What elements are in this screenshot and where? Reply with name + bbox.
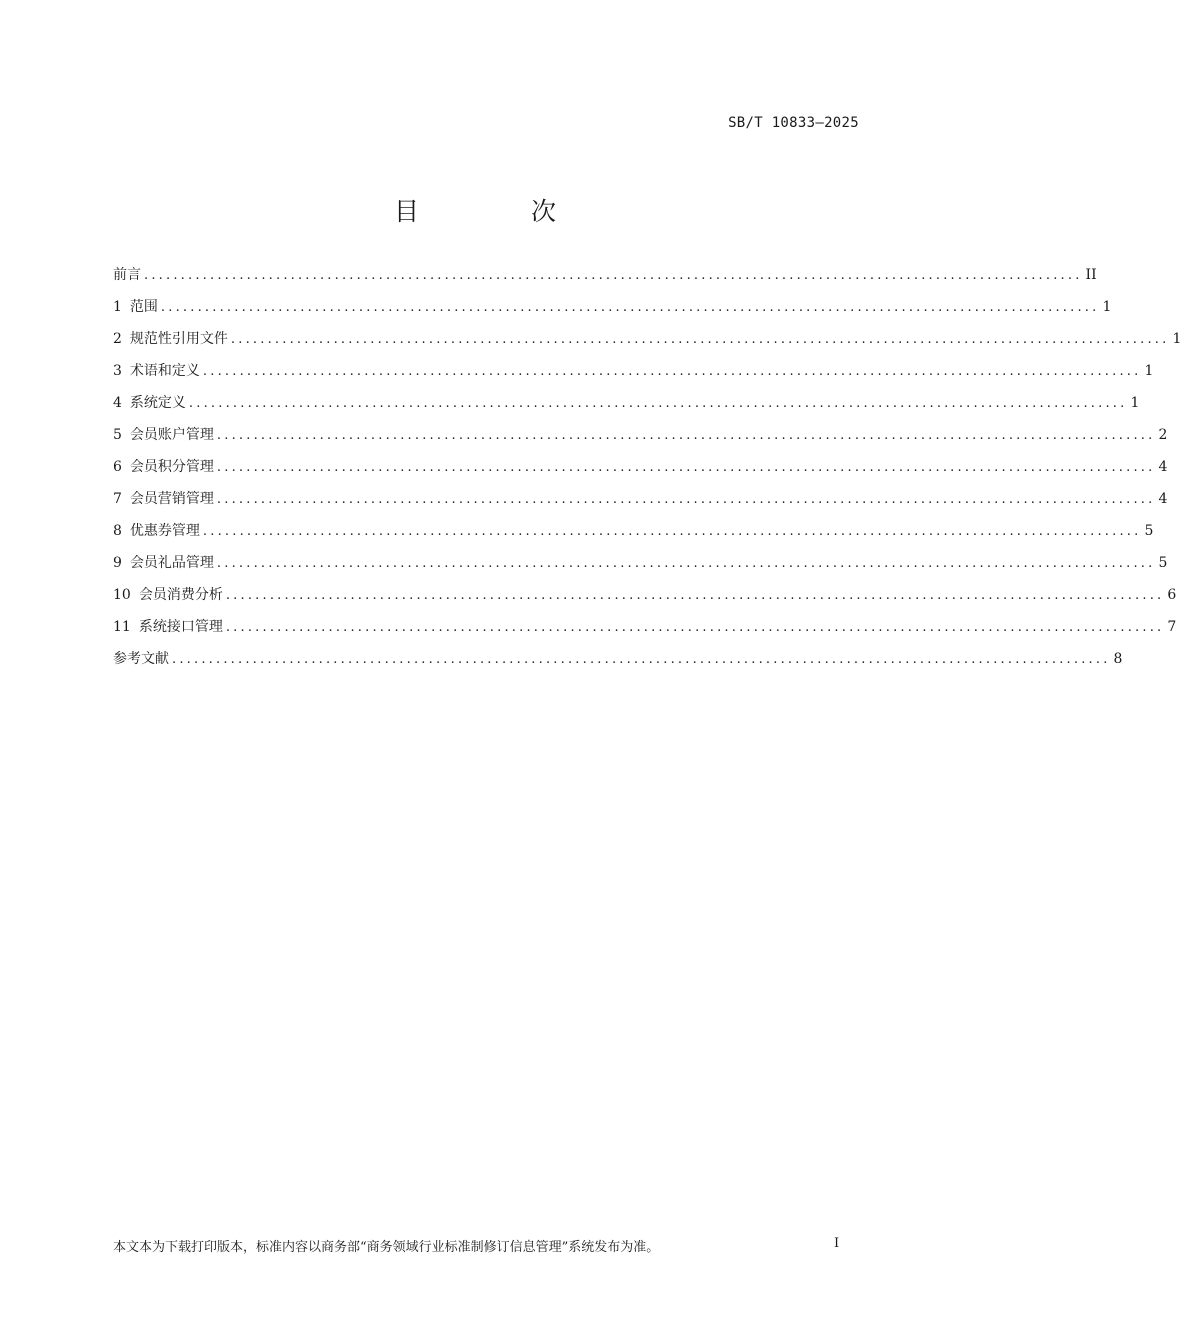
- toc-entry-page: 1: [1102, 299, 1112, 315]
- toc-entry-label-group: [113, 584, 223, 606]
- toc-entry[interactable]: [113, 648, 1123, 680]
- toc-entry-label: 术语和定义: [129, 363, 200, 379]
- standard-code: SB/T 10833—2025: [728, 115, 859, 131]
- toc-entry-page: 2: [1158, 427, 1168, 443]
- toc-entry[interactable]: [113, 584, 1177, 616]
- toc-entry-label: 范围: [129, 299, 158, 315]
- toc-entry[interactable]: [113, 328, 1181, 360]
- page-title: 目 次: [394, 197, 608, 226]
- toc-entry-page: 1: [1144, 363, 1154, 379]
- toc-entry[interactable]: [113, 616, 1177, 648]
- toc-leader-dots: ................................................................................................................................: [172, 652, 1111, 667]
- toc-entry-page: 5: [1158, 555, 1168, 571]
- toc-entry-number: 6: [113, 459, 122, 475]
- toc-entry-number: 11: [113, 619, 131, 635]
- toc-entry-label: 前言: [113, 267, 141, 283]
- toc-entry-page: 4: [1158, 459, 1168, 475]
- toc-leader-dots: ................................................................................................................................: [144, 268, 1083, 283]
- toc-entry-label-group: [113, 296, 158, 318]
- toc-leader-dots: ................................................................................................................................: [216, 556, 1156, 571]
- toc-leader-dots: ................................................................................................................................: [202, 364, 1142, 379]
- toc-entry-number: 2: [113, 331, 122, 347]
- toc-leader-dots: ................................................................................................................................: [216, 492, 1156, 507]
- toc-entry-number: 10: [113, 587, 131, 603]
- table-of-contents: [113, 264, 1181, 680]
- toc-entry-label: 会员账户管理: [129, 427, 214, 443]
- toc-entry[interactable]: [113, 296, 1112, 328]
- toc-entry-label: 会员积分管理: [129, 459, 214, 475]
- toc-entry-label: 优惠券管理: [129, 523, 200, 539]
- toc-entry[interactable]: [113, 520, 1154, 552]
- toc-entry-page: 4: [1158, 491, 1168, 507]
- toc-entry-page: 8: [1113, 651, 1123, 667]
- toc-entry-number: 7: [113, 491, 122, 507]
- toc-entry-label-group: [113, 424, 214, 446]
- toc-entry-label: 参考文献: [113, 651, 169, 667]
- toc-leader-dots: ................................................................................................................................: [216, 428, 1156, 443]
- toc-entry-label: 会员消费分析: [138, 587, 223, 603]
- footer-page-number: I: [834, 1236, 840, 1251]
- toc-entry-page: 1: [1130, 395, 1140, 411]
- toc-leader-dots: ................................................................................................................................: [160, 300, 1100, 315]
- toc-entry-label-group: [113, 392, 186, 414]
- toc-entry-label-group: [113, 520, 200, 542]
- toc-entry-label: 规范性引用文件: [129, 331, 228, 347]
- toc-entry-page: 5: [1144, 523, 1154, 539]
- toc-entry[interactable]: [113, 392, 1140, 424]
- toc-leader-dots: ................................................................................................................................: [188, 396, 1128, 411]
- toc-entry[interactable]: [113, 360, 1154, 392]
- toc-entry-label: 系统定义: [129, 395, 186, 411]
- toc-leader-dots: ................................................................................................................................: [225, 620, 1165, 635]
- toc-entry-label-group: [113, 360, 200, 382]
- toc-entry-number: 8: [113, 523, 122, 539]
- toc-entry-number: 5: [113, 427, 122, 443]
- toc-entry-page: 6: [1167, 587, 1177, 603]
- toc-entry[interactable]: [113, 488, 1168, 520]
- toc-entry-page: II: [1085, 267, 1097, 283]
- toc-entry-label: 会员礼品管理: [129, 555, 214, 571]
- toc-leader-dots: ................................................................................................................................: [225, 588, 1165, 603]
- toc-entry-page: 7: [1167, 619, 1177, 635]
- toc-entry[interactable]: [113, 424, 1168, 456]
- toc-entry-number: 4: [113, 395, 122, 411]
- toc-entry-number: 3: [113, 363, 122, 379]
- toc-entry-label: 系统接口管理: [138, 619, 223, 635]
- toc-entry-label-group: [113, 328, 228, 350]
- toc-entry-label-group: [113, 456, 214, 478]
- footer-note: 本文本为下载打印版本，标准内容以商务部“商务领域行业标准制修订信息管理”系统发布为准。: [113, 1240, 660, 1255]
- toc-leader-dots: ................................................................................................................................: [202, 524, 1142, 539]
- toc-entry-label: 会员营销管理: [129, 491, 214, 507]
- toc-leader-dots: ................................................................................................................................: [216, 460, 1156, 475]
- toc-entry-page: 1: [1172, 331, 1181, 347]
- toc-entry[interactable]: [113, 456, 1168, 488]
- toc-entry-number: 9: [113, 555, 122, 571]
- toc-entry[interactable]: [113, 264, 1097, 296]
- toc-entry-label-group: [113, 616, 223, 638]
- toc-leader-dots: ................................................................................................................................: [230, 332, 1170, 347]
- toc-entry-label-group: [113, 552, 214, 574]
- toc-entry-number: 1: [113, 299, 122, 315]
- toc-entry-label-group: [113, 488, 214, 510]
- toc-entry[interactable]: [113, 552, 1168, 584]
